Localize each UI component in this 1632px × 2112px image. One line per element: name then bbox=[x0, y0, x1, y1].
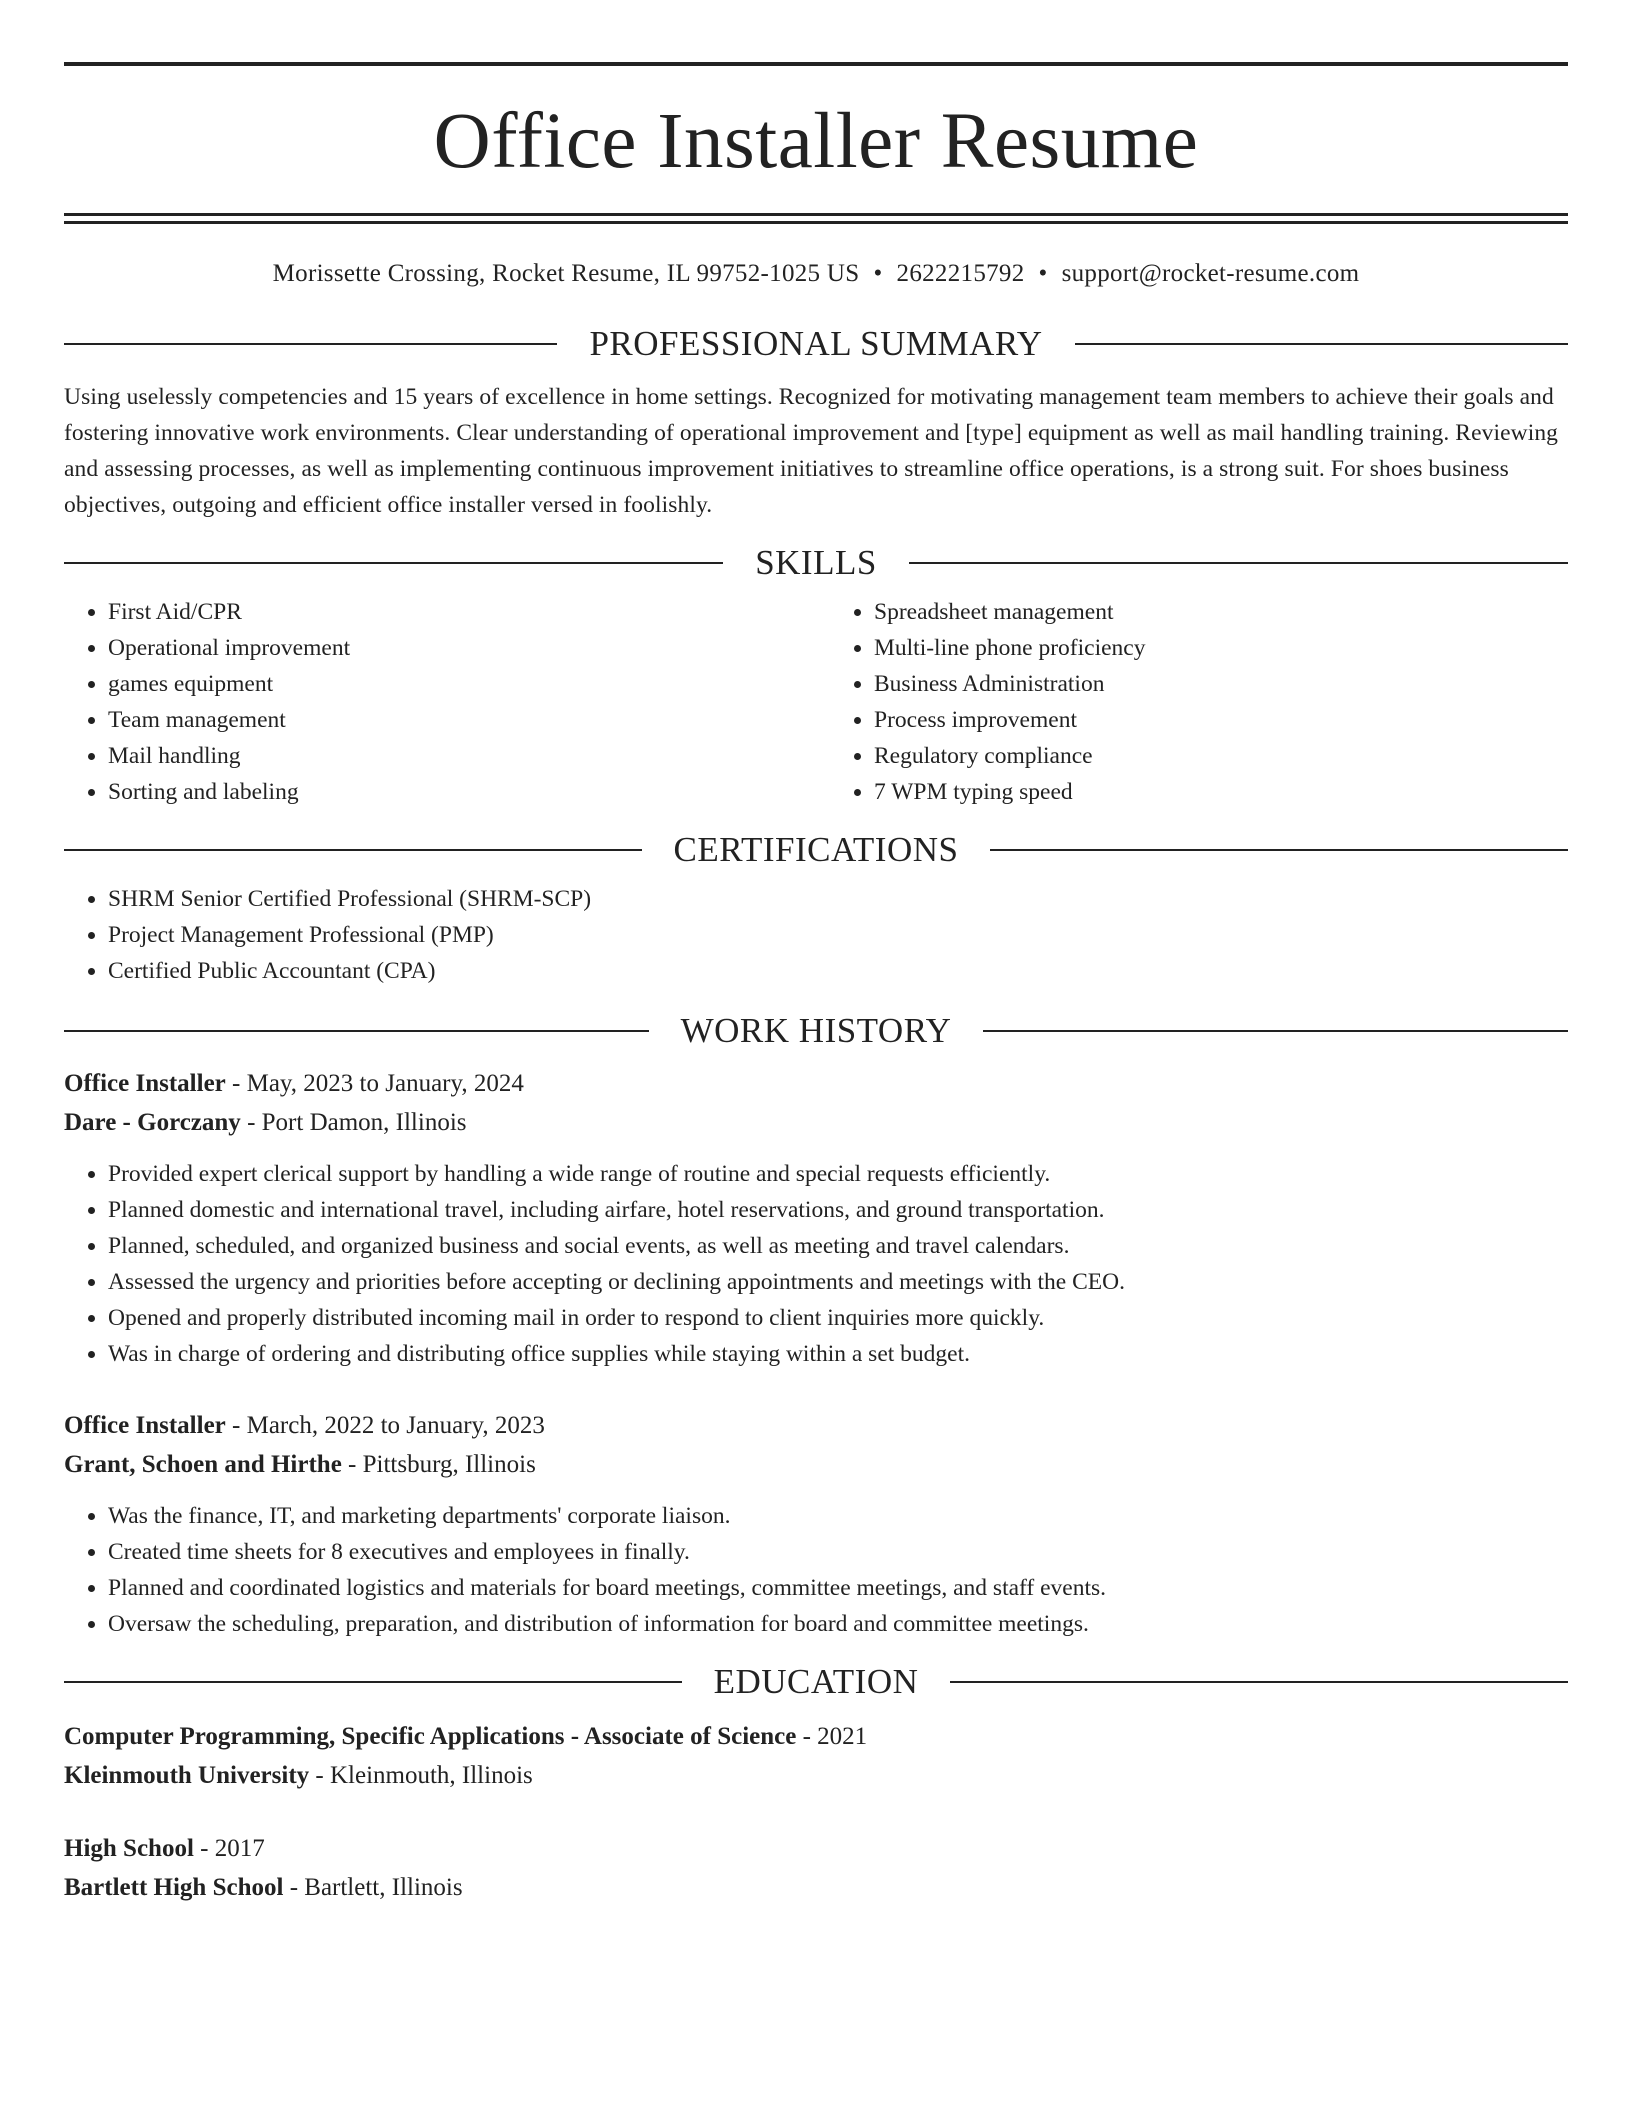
job-company-line bbox=[64, 1445, 1568, 1484]
education-year: - 2021 bbox=[796, 1723, 868, 1750]
section-rule bbox=[950, 1681, 1568, 1683]
education-location: - Kleinmouth, Illinois bbox=[309, 1762, 533, 1789]
section-title-work: WORK HISTORY bbox=[680, 1011, 952, 1050]
education-school-line bbox=[64, 1868, 1568, 1907]
skill-item: • Regulatory compliance bbox=[874, 738, 1568, 774]
section-rule bbox=[64, 343, 557, 345]
certification-item: • SHRM Senior Certified Professional (SHRM-SCP) bbox=[108, 881, 1568, 917]
skill-item: • Sorting and labeling bbox=[108, 774, 816, 810]
job-company: Grant, Schoen and Hirthe bbox=[64, 1451, 342, 1478]
section-rule bbox=[990, 849, 1568, 851]
job-bullet: • Was in charge of ordering and distributing office supplies while staying within a set budget. bbox=[108, 1336, 1568, 1372]
job-bullet: • Planned domestic and international travel, including airfare, hotel reservations, and ground transportation. bbox=[108, 1192, 1568, 1228]
education-degree: High School bbox=[64, 1835, 194, 1862]
top-rule bbox=[64, 62, 1568, 66]
page-title: Office Installer Resume bbox=[433, 98, 1199, 185]
job-title: Office Installer bbox=[64, 1412, 226, 1439]
job-bullet: • Opened and properly distributed incoming mail in order to respond to client inquiries more quickly. bbox=[108, 1300, 1568, 1336]
contact-line bbox=[64, 260, 1568, 288]
summary-text: Using uselessly competencies and 15 years of excellence in home settings. Recognized for motivating management team members to achieve their goals and fostering innovative work environments. Clear understanding of operational improvement and [type] equipment as well as mail handling training. Reviewing and assessing processes, as well as implementing continuous improvement initiatives to streamline office operations, is a strong suit. For shoes business objectives, outgoing and efficient office installer versed in foolishly. bbox=[64, 384, 1559, 518]
job-bullet: • Was the finance, IT, and marketing departments' corporate liaison. bbox=[108, 1498, 1568, 1534]
section-rule bbox=[983, 1030, 1568, 1032]
title-double-rule bbox=[64, 213, 1568, 224]
job-bullet: • Planned, scheduled, and organized business and social events, as well as meeting and travel calendars. bbox=[108, 1228, 1568, 1264]
contact-phone: 2622215792 bbox=[896, 260, 1025, 287]
skill-item: • Business Administration bbox=[874, 666, 1568, 702]
job-bullet: • Provided expert clerical support by handling a wide range of routine and special requests efficiently. bbox=[108, 1156, 1568, 1192]
job-bullet: • Oversaw the scheduling, preparation, and distribution of information for board and committee meetings. bbox=[108, 1606, 1568, 1642]
skills-list bbox=[64, 594, 1568, 810]
section-header-skills bbox=[64, 545, 1568, 580]
job-title-line bbox=[64, 1064, 1568, 1103]
section-rule bbox=[64, 1030, 649, 1032]
job-dates: - March, 2022 to January, 2023 bbox=[225, 1412, 545, 1439]
skill-item: • Multi-line phone proficiency bbox=[874, 630, 1568, 666]
certification-item: • Certified Public Accountant (CPA) bbox=[108, 953, 1568, 989]
job-title-line bbox=[64, 1406, 1568, 1445]
contact-separator: • bbox=[873, 260, 883, 287]
job-title: Office Installer bbox=[64, 1070, 226, 1097]
skills-column-left bbox=[64, 594, 816, 810]
skill-item: • Operational improvement bbox=[108, 630, 816, 666]
skills-column-right bbox=[816, 594, 1568, 810]
section-rule bbox=[64, 1681, 682, 1683]
section-title-skills: SKILLS bbox=[755, 543, 877, 582]
education-entry bbox=[64, 1717, 1568, 1795]
education-school: Kleinmouth University bbox=[64, 1762, 310, 1789]
section-header-work bbox=[64, 1013, 1568, 1048]
job-bullet: • Assessed the urgency and priorities before accepting or declining appointments and meetings with the CEO. bbox=[108, 1264, 1568, 1300]
section-header-certifications bbox=[64, 832, 1568, 867]
education-degree: Computer Programming, Specific Applications - Associate of Science bbox=[64, 1723, 797, 1750]
job-entry bbox=[64, 1064, 1568, 1372]
skill-item: • Spreadsheet management bbox=[874, 594, 1568, 630]
skill-item: • First Aid/CPR bbox=[108, 594, 816, 630]
section-header-summary bbox=[64, 326, 1568, 361]
education-school-line bbox=[64, 1756, 1568, 1795]
section-header-education bbox=[64, 1664, 1568, 1699]
job-location: - Pittsburg, Illinois bbox=[341, 1451, 536, 1478]
education-degree-line bbox=[64, 1717, 1568, 1756]
contact-separator: • bbox=[1038, 260, 1048, 287]
section-title-summary: PROFESSIONAL SUMMARY bbox=[589, 324, 1043, 363]
skill-item: • games equipment bbox=[108, 666, 816, 702]
certifications-list bbox=[64, 881, 1568, 989]
education-school: Bartlett High School bbox=[64, 1874, 284, 1901]
section-title-education: EDUCATION bbox=[713, 1662, 919, 1701]
job-bullet: • Planned and coordinated logistics and materials for board meetings, committee meetings, and staff events. bbox=[108, 1570, 1568, 1606]
education-year: - 2017 bbox=[193, 1835, 265, 1862]
certification-item: • Project Management Professional (PMP) bbox=[108, 917, 1568, 953]
skill-item: • Process improvement bbox=[874, 702, 1568, 738]
skill-item: • 7 WPM typing speed bbox=[874, 774, 1568, 810]
section-rule bbox=[64, 849, 642, 851]
section-title-certifications: CERTIFICATIONS bbox=[673, 830, 959, 869]
contact-email: support@rocket-resume.com bbox=[1061, 260, 1360, 287]
job-entry bbox=[64, 1406, 1568, 1642]
education-degree-line bbox=[64, 1829, 1568, 1868]
contact-address: Morissette Crossing, Rocket Resume, IL 99752-1025 US bbox=[272, 260, 860, 287]
skill-item: • Mail handling bbox=[108, 738, 816, 774]
education-location: - Bartlett, Illinois bbox=[283, 1874, 463, 1901]
job-company: Dare - Gorczany bbox=[64, 1109, 241, 1136]
job-bullet: • Created time sheets for 8 executives and employees in finally. bbox=[108, 1534, 1568, 1570]
job-company-line bbox=[64, 1103, 1568, 1142]
job-dates: - May, 2023 to January, 2024 bbox=[225, 1070, 524, 1097]
skill-item: • Team management bbox=[108, 702, 816, 738]
section-rule bbox=[64, 562, 723, 564]
education-entry bbox=[64, 1829, 1568, 1907]
job-location: - Port Damon, Illinois bbox=[240, 1109, 467, 1136]
section-rule bbox=[909, 562, 1568, 564]
section-rule bbox=[1075, 343, 1568, 345]
